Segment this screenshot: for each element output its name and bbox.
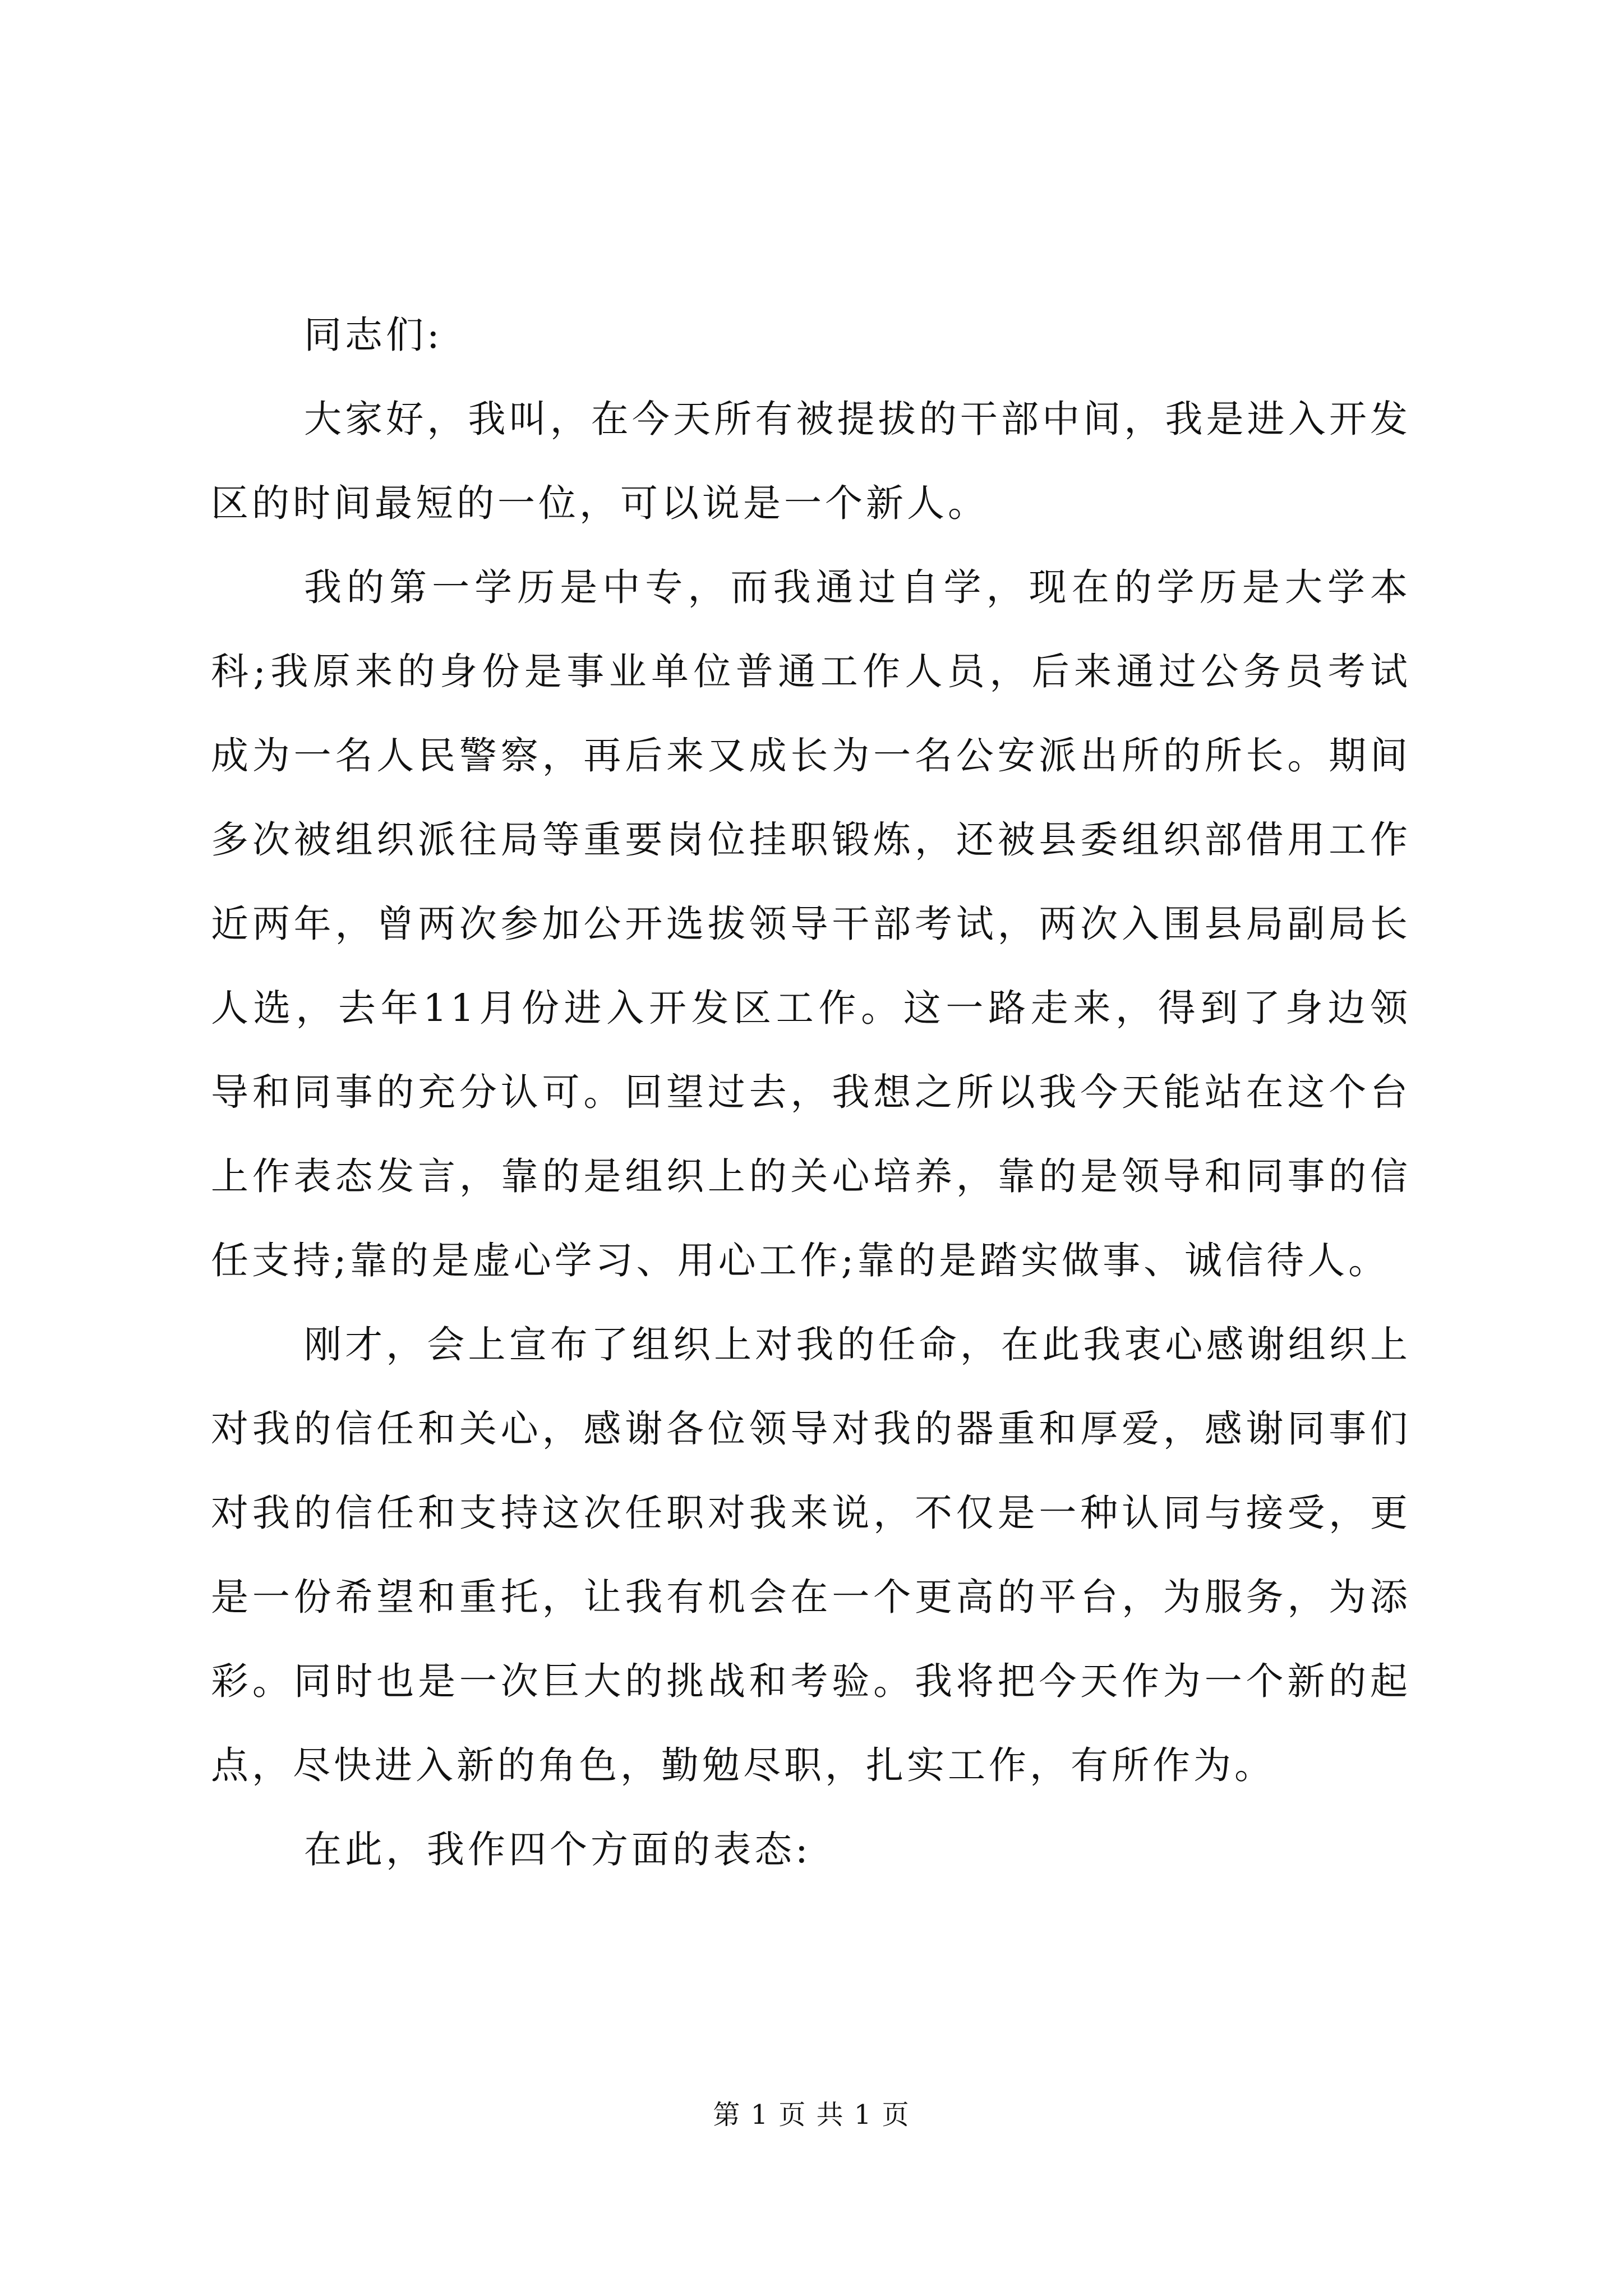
- paragraph-intro: 大家好，我叫，在今天所有被提拔的干部中间，我是进入开发区的时间最短的一位，可以说是一个新人。: [211, 397, 1411, 525]
- paragraph-pledge-intro: 在此，我作四个方面的表态:: [304, 1828, 811, 1871]
- greeting-line: 同志们:: [304, 313, 443, 357]
- paragraph-appointment: 刚才，会上宣布了组织上对我的任命，在此我衷心感谢组织上对我的信任和关心，感谢各位领导对我的器重和厚爱，感谢同事们对我的信任和支持这次任职对我来说，不仅是一种认同与接受，更是一份希望和重托，让我有机会在一个更高的平台，为服务，为添彩。同时也是一次巨大的挑战和考验。我将把今天作为一个新的起点，尽快进入新的角色，勤勉尽职，扎实工作，有所作为。: [211, 1323, 1411, 1787]
- paragraph-background: 我的第一学历是中专，而我通过自学，现在的学历是大学本科;我原来的身份是事业单位普通工作人员，后来通过公务员考试成为一名人民警察，再后来又成长为一名公安派出所的所长。期间多次被组织派往局等重要岗位挂职锻炼，还被县委组织部借用工作近两年，曾两次参加公开选拔领导干部考试，两次入围县局副局长人选，去年11月份进入开发区工作。这一路走来，得到了身边领导和同事的充分认可。回望过去，我想之所以我今天能站在这个台上作表态发言，靠的是组织上的关心培养，靠的是领导和同事的信任支持;靠的是虚心学习、用心工作;靠的是踏实做事、诚信待人。: [211, 565, 1411, 1282]
- document-body: [211, 293, 1411, 1892]
- page-number-footer: 第 1 页 共 1 页: [713, 2099, 910, 2131]
